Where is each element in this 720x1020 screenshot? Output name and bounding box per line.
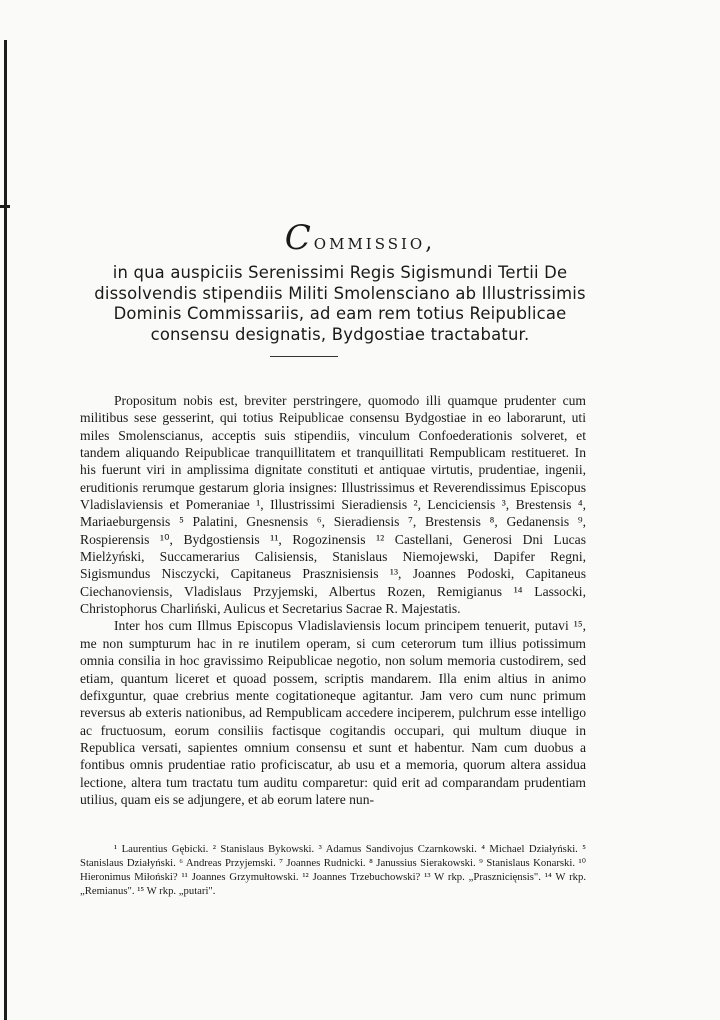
scan-border-line	[4, 40, 7, 1020]
title-rest: ommissio,	[313, 230, 436, 255]
main-text	[80, 392, 586, 808]
paragraph-1: Propositum nobis est, breviter perstringere, quomodo illi quamque prudenter cum militibus sese gesserint, qui totius Reipublicae consensu Bydgostiae in eo laborarunt, uti miles Smolenscianus, acceptis suis stipendiis, vinculum Confoederationis solveret, et tandem aliquando Reipublicae tranquillitatem et tranquillitati Rempublicam restitueret. In his fuerunt viri in amplissima dignitate constituti et antiquae virtutis, prudentiae, ingenii, eruditionis rerumque gestarum gloria insignes: Illustrissimus et Reverendissimus Episcopus Vladislaviensis et Pomeraniae ¹, Illustrissimi Sieradiensis ², Lenciciensis ³, Brestensis ⁴, Mariaeburgensis ⁵ Palatini, Gnesnensis ⁶, Sieradiensis ⁷, Brestensis ⁸, Gedanensis ⁹, Rospierensis ¹⁰, Bydgostiensis ¹¹, Rogozinensis ¹² Castellani, Generosi Dni Lucas Mielżyński, Succamerarius Calisiensis, Stanislaus Niemojewski, Dapifer Regni, Sigismundus Nisczycki, Capitaneus Prasznisiensis ¹³, Joannes Podoski, Capitaneus Ciechanoviensis, Vladislaus Przyjemski, Albertus Rozen, Remigianus ¹⁴ Lassocki, Christophorus Charliński, Aulicus et Secretarius Sacrae R. Majestatis.	[80, 393, 586, 617]
paragraph-2: Inter hos cum Illmus Episcopus Vladislaviensis locum principem tenuerit, putavi ¹⁵, me non sumpturum hac in re inutilem operam, si cum ceterorum tum illius potissimum omnia consilia in hoc gravissimo Reipublicae negotio, non solum memoria custodirem, sed etiam, quantum liceret et quoad possem, scriptis mandarem. Illa enim altius in animo defixguntur, quae crebrius mente cogitationeque agitantur. Jam vero cum nunc primum reversus ab exteris nationibus, ad Rempublicam accedere inciperem, pulchrum esse intelligo ac fructuosum, eorum consiliis factisque cogitandis occupari, qui multum diuque in Republica versati, sapientes omnium consensu et sunt et habentur. Nam cum duobus a fontibus omnis prudentiae ratio proficiscatur, ab usu et a memoria, quorum altera assidua lectione, altera tum tractatu tum auditu comparetur: quid erit ad comparandam prudentiam utilius, quam eis se adjungere, et ab eorum latere nun-	[80, 618, 586, 807]
page-subtitle: in qua auspiciis Serenissimi Regis Sigismundi Tertii De dissolvendis stipendiis Militi Smolensciano ab Illustrissimis Dominis Commissariis, ad eam rem totius Reipublicae consensu designatis, Bydgostiae tractabatur.	[94, 263, 586, 344]
section-divider	[270, 356, 338, 357]
scan-border-tick	[0, 205, 10, 208]
title-initial: C	[284, 218, 314, 258]
page-title	[0, 218, 720, 258]
footnote-text: ¹ Laurentius Gębicki. ² Stanislaus Bykowski. ³ Adamus Sandivojus Czarnkowski. ⁴ Michael Działyński. ⁵ Stanislaus Działyński. ⁶ Andreas Przyjemski. ⁷ Joannes Rudnicki. ⁸ Janussius Sierakowski. ⁹ Stanislaus Konarski. ¹⁰ Hieronimus Miłoński? ¹¹ Joannes Grzymułtowski. ¹² Joannes Trzebuchowski? ¹³ W rkp. „Prasznicięnsis". ¹⁴ W rkp. „Remianus". ¹⁵ W rkp. „putari".	[80, 843, 586, 897]
footnotes	[80, 842, 586, 898]
